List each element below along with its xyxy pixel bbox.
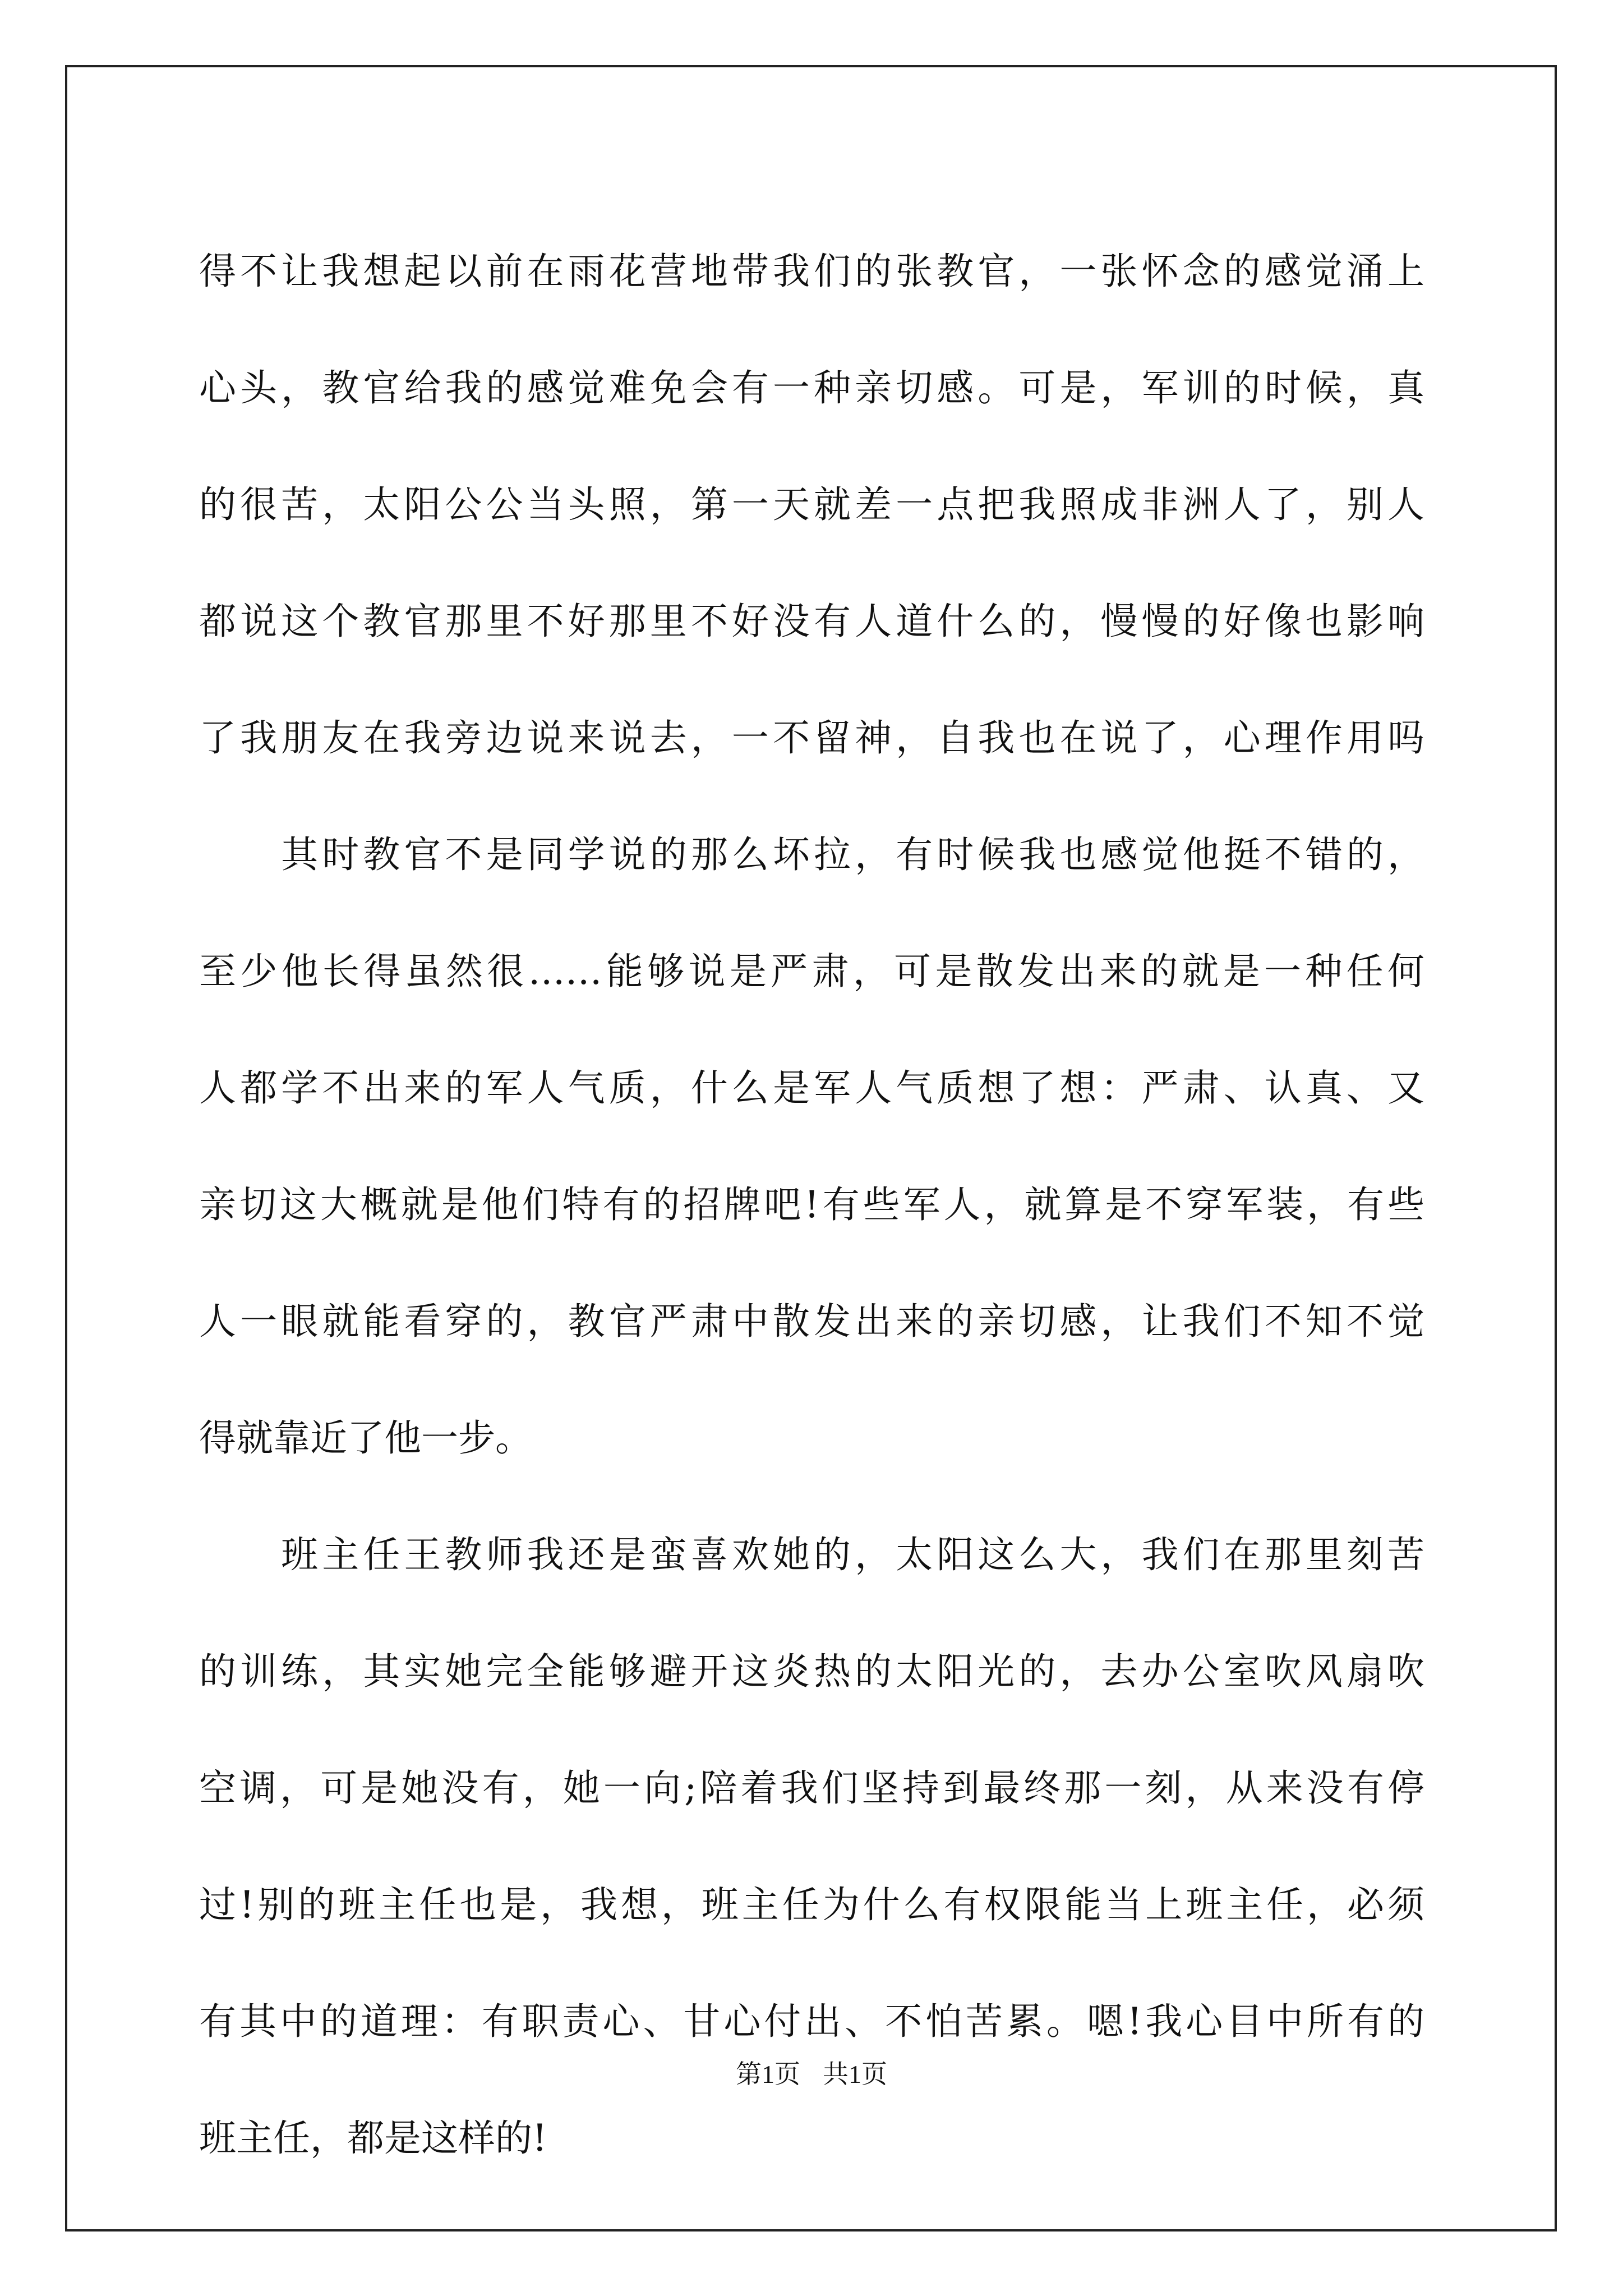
text-line: 得不让我想起以前在雨花营地带我们的张教官，一张怀念的感觉涌上 (199, 250, 1424, 293)
paragraph-end-line: 得就靠近了他一步。 (199, 1416, 532, 1460)
text-line: 了我朋友在我旁边说来说去，一不留神，自我也在说了，心理作用吗 (199, 716, 1424, 760)
paragraph-start-line: 班主任王教师我还是蛮喜欢她的，太阳这么大，我们在那里刻苦 (199, 1533, 1424, 1576)
text-line: 空调，可是她没有，她一向;陪着我们坚持到最终那一刻，从来没有停 (199, 1766, 1424, 1810)
text-line: 人都学不出来的军人气质，什么是军人气质想了想：严肃、认真、又 (199, 1066, 1424, 1110)
text-line: 至少他长得虽然很……能够说是严肃，可是散发出来的就是一种任何 (199, 950, 1424, 993)
page-footer (0, 2058, 1623, 2091)
text-line: 过!别的班主任也是，我想，班主任为什么有权限能当上班主任，必须 (199, 1883, 1424, 1926)
text-line: 人一眼就能看穿的，教官严肃中散发出来的亲切感，让我们不知不觉 (199, 1300, 1424, 1343)
page-total: 共1页 (823, 2060, 887, 2088)
text-line: 的很苦，太阳公公当头照，第一天就差一点把我照成非洲人了，别人 (199, 483, 1424, 526)
text-line: 亲切这大概就是他们特有的招牌吧!有些军人，就算是不穿军装，有些 (199, 1183, 1424, 1226)
paragraph-end-line: 班主任，都是这样的! (199, 2116, 547, 2160)
text-line: 有其中的道理：有职责心、甘心付出、不怕苦累。嗯!我心目中所有的 (199, 2000, 1424, 2043)
text-line: 都说这个教官那里不好那里不好没有人道什么的，慢慢的好像也影响 (199, 600, 1424, 643)
text-line: 心头，教官给我的感觉难免会有一种亲切感。可是，军训的时候，真 (199, 366, 1424, 409)
document-body (199, 213, 1424, 2197)
paragraph-start-line: 其时教官不是同学说的那么坏拉，有时候我也感觉他挺不错的， (199, 833, 1424, 876)
text-line: 的训练，其实她完全能够避开这炎热的太阳光的，去办公室吹风扇吹 (199, 1650, 1424, 1693)
page-number: 第1页 (736, 2060, 800, 2088)
